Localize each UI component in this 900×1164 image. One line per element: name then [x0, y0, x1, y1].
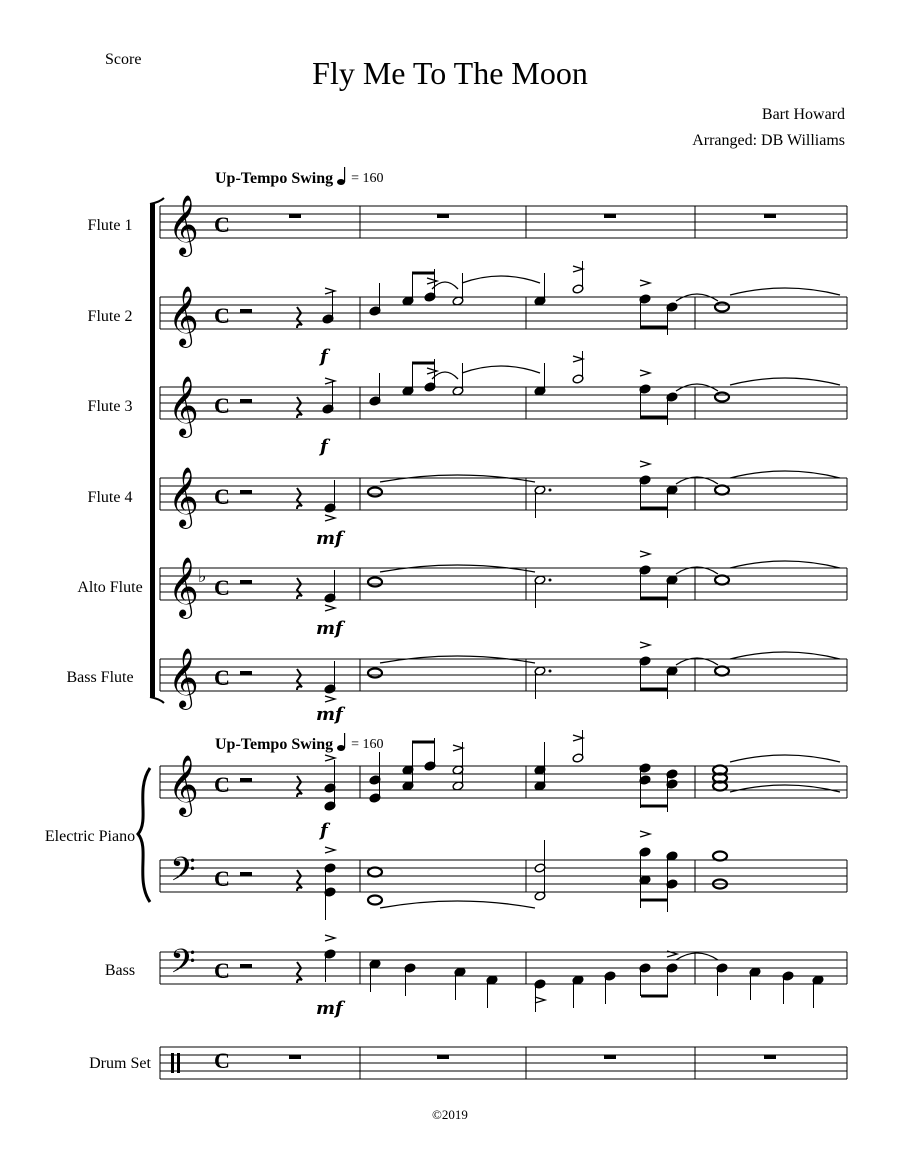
dynamic-marking: f [320, 436, 328, 457]
instrument-name: Alto Flute [77, 579, 143, 596]
accent-mark [427, 368, 437, 374]
accent-mark [640, 370, 650, 376]
bracket-hook [150, 697, 164, 703]
tie [462, 276, 540, 283]
tie [730, 378, 840, 385]
accent-mark [640, 461, 650, 467]
accent-mark [325, 696, 335, 702]
accent-mark [640, 280, 650, 286]
notes [322, 261, 840, 1012]
half-rest [240, 580, 252, 584]
whole-note [715, 303, 729, 312]
brackets [138, 198, 164, 1079]
dynamic-marking: f [320, 820, 328, 841]
whole-rest [764, 214, 776, 218]
quarter-rest [297, 488, 302, 509]
whole-note [715, 667, 729, 676]
accent-mark [535, 997, 545, 1003]
accent-mark [325, 935, 335, 941]
treble-clef-icon: 𝄞 [168, 195, 199, 255]
accent-mark [573, 356, 583, 362]
whole-rest [289, 1055, 301, 1059]
quarter-rest [297, 776, 302, 797]
instrument-name: Flute 4 [87, 489, 133, 506]
instrument-name: Flute 3 [87, 398, 133, 415]
accent-mark [640, 831, 650, 837]
tie [730, 288, 840, 295]
whole-note [713, 852, 727, 861]
clefs [168, 195, 207, 1073]
time-signature: C [214, 958, 230, 983]
whole-note [368, 488, 382, 497]
whole-note [368, 669, 382, 678]
tie [380, 901, 535, 908]
instrument-name: Flute 1 [87, 217, 133, 234]
percussion-clef-icon [177, 1053, 180, 1073]
tie [676, 953, 718, 960]
whole-note [368, 868, 382, 877]
half-rest [240, 872, 252, 876]
accent-mark [640, 551, 650, 557]
whole-rest [437, 1055, 449, 1059]
time-signature: C [214, 665, 230, 690]
accent-mark [325, 515, 335, 521]
treble-clef-icon: 𝄞 [168, 467, 199, 527]
half-rest [240, 309, 252, 313]
half-rest [240, 671, 252, 675]
time-signature: C [214, 1048, 230, 1073]
tie [730, 471, 840, 478]
instrument-name: Drum Set [89, 1055, 151, 1072]
tie [730, 652, 840, 659]
tempo-bpm: = 160 [351, 736, 384, 752]
accent-mark [427, 278, 437, 284]
treble-clef-icon: 𝄞 [168, 286, 199, 346]
half-rest [240, 964, 252, 968]
time-signature: C [214, 484, 230, 509]
instrument-name: Flute 2 [87, 308, 133, 325]
whole-rest [289, 214, 301, 218]
dynamic-marking: mf [316, 704, 343, 725]
arranger-credit: Arranged: DB Williams [692, 132, 845, 149]
tempo-bpm: = 160 [351, 170, 384, 186]
treble-clef-icon: 𝄞 [168, 376, 199, 436]
accent-mark [573, 735, 583, 741]
quarter-rest [297, 962, 302, 983]
whole-note [715, 393, 729, 402]
accent-mark [325, 378, 335, 384]
tie [730, 755, 840, 762]
page-title: Fly Me To The Moon [312, 55, 588, 91]
time-signature: C [214, 393, 230, 418]
quarter-rest [297, 578, 302, 599]
instrument-name: Bass [104, 962, 136, 979]
bass-clef-icon: 𝄢 [170, 851, 196, 897]
score-label: Score [105, 51, 142, 68]
accent-mark [325, 755, 335, 761]
dot [549, 670, 552, 673]
quarter-rest [297, 669, 302, 690]
treble-clef-icon: 𝄞 [168, 557, 199, 617]
time-signature: C [214, 575, 230, 600]
instrument-name: Bass Flute [66, 669, 134, 686]
tie [432, 372, 458, 379]
dot [549, 579, 552, 582]
bracket-hook [150, 198, 164, 204]
dynamic-marking: f [320, 346, 328, 367]
accent-mark [325, 605, 335, 611]
half-rest [240, 490, 252, 494]
percussion-clef-icon [171, 1053, 174, 1073]
copyright: ©2019 [432, 1107, 468, 1122]
whole-note [368, 578, 382, 587]
half-rest [240, 399, 252, 403]
whole-rest [764, 1055, 776, 1059]
time-signature: C [214, 303, 230, 328]
instrument-name: Electric Piano [44, 828, 136, 845]
flat-icon: ♭ [198, 566, 207, 587]
whole-rest [604, 214, 616, 218]
whole-rest [604, 1055, 616, 1059]
accent-mark [325, 288, 335, 294]
whole-note [715, 486, 729, 495]
tempo-text: Up-Tempo Swing [215, 169, 334, 187]
dynamic-marking: mf [316, 998, 343, 1019]
half-rest [240, 778, 252, 782]
accent-mark [640, 642, 650, 648]
accent-mark [573, 266, 583, 272]
quarter-rest [297, 307, 302, 328]
time-signature: C [214, 212, 230, 237]
tie [730, 785, 840, 792]
whole-note [715, 576, 729, 585]
tie [432, 282, 458, 289]
piano-brace [138, 768, 150, 902]
accent-mark [325, 847, 335, 853]
tie [730, 561, 840, 568]
quarter-rest [297, 397, 302, 418]
treble-clef-icon: 𝄞 [168, 755, 199, 815]
dynamic-marking: mf [316, 618, 343, 639]
time-signature: C [214, 866, 230, 891]
quarter-rest [297, 870, 302, 891]
accent-mark [453, 745, 463, 751]
tempo-text: Up-Tempo Swing [215, 735, 334, 753]
barlines [160, 206, 847, 1079]
time-signature: C [214, 772, 230, 797]
whole-note [368, 896, 382, 905]
composer-credit: Bart Howard [761, 106, 845, 123]
treble-clef-icon: 𝄞 [168, 648, 199, 708]
rests [240, 214, 776, 1059]
bracket [150, 204, 155, 697]
tie [462, 366, 540, 373]
dot [549, 489, 552, 492]
dynamic-marking: mf [316, 528, 343, 549]
staff-lines [160, 206, 847, 1079]
bass-clef-icon: 𝄢 [170, 943, 196, 989]
whole-rest [437, 214, 449, 218]
